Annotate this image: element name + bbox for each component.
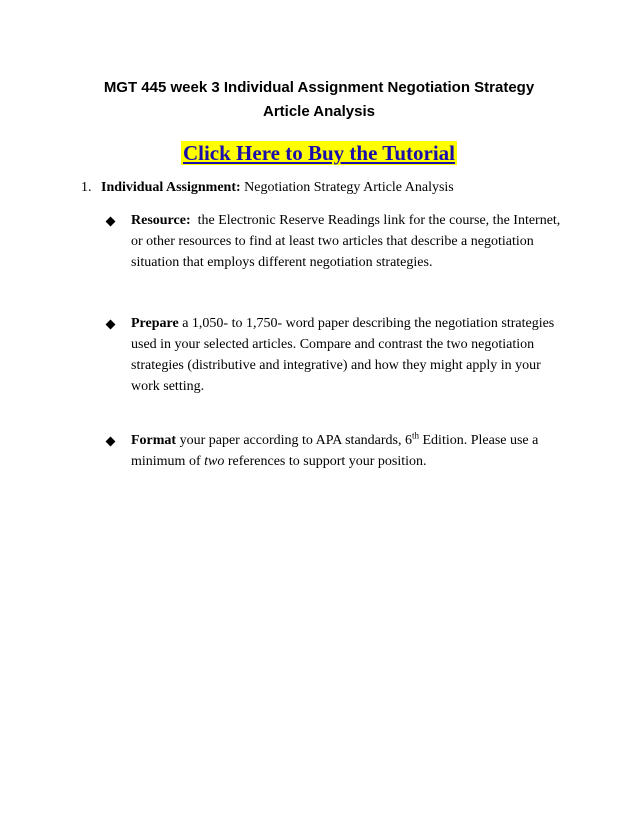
prepare-label: Prepare	[131, 316, 179, 331]
tutorial-link-container	[0, 140, 638, 166]
format-superscript: th	[411, 430, 419, 441]
bullet-resource	[131, 210, 571, 273]
bullet-diamond-icon	[106, 217, 116, 227]
assignment-list-item	[81, 178, 454, 198]
assignment-label: Individual Assignment:	[101, 180, 241, 195]
resource-text: the Electronic Reserve Readings link for the course, the Internet, or other resources to find at least two articles that describe a negotiation situation that employs different negotiation strategies.	[131, 213, 561, 270]
format-text-before: your paper according to APA standards, 6	[179, 433, 412, 448]
resource-label: Resource:	[131, 213, 191, 228]
list-number: 1.	[81, 180, 92, 195]
bullet-diamond-icon	[106, 437, 116, 447]
assignment-title: Negotiation Strategy Article Analysis	[244, 180, 454, 195]
prepare-text: a 1,050- to 1,750- word paper describing the negotiation strategies used in your selected articles. Compare and contrast the two negotiation strategies (distributive and integrative) and how they might apply in your work setting.	[131, 316, 555, 394]
document-title	[40, 76, 598, 124]
format-label: Format	[131, 433, 177, 448]
format-emphasis: two	[204, 454, 225, 469]
format-text-mid: Edition. Please use a minimum of	[131, 433, 539, 469]
bullet-format	[131, 430, 571, 472]
format-text-after: references to support your position.	[227, 454, 427, 469]
bullet-prepare	[131, 313, 571, 397]
title-line-1: MGT 445 week 3 Individual Assignment Negotiation Strategy	[103, 79, 535, 96]
bullet-diamond-icon	[106, 320, 116, 330]
buy-tutorial-link[interactable]: Click Here to Buy the Tutorial	[182, 141, 456, 165]
title-line-2: Article Analysis	[263, 103, 375, 120]
